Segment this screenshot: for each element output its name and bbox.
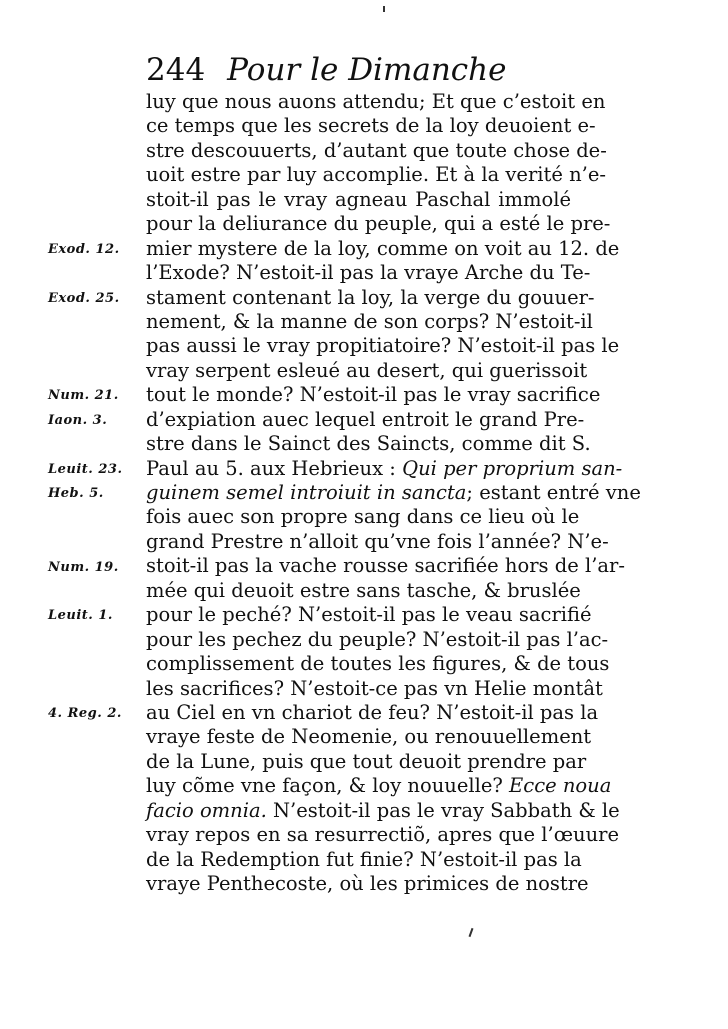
text-line: [146, 700, 599, 725]
text-line: [146, 676, 603, 701]
text-segment: d’expiation auec lequel entroit le grand Pre-: [146, 407, 585, 431]
margin-reference: 4. Reg. 2.: [48, 706, 122, 722]
text-segment: au Ciel en vn chariot de feu? N’estoit-il pas la: [146, 700, 599, 724]
text-segment: stoit-il pas la vache rousse sacrifiée hors de l’ar-: [146, 554, 625, 578]
text-line: [146, 212, 611, 236]
text-segment: complissement de toutes les figures, & de tous: [146, 652, 610, 676]
page-number: 244: [146, 52, 206, 88]
margin-reference: Leuit. 23.: [48, 461, 123, 477]
text-line: [146, 774, 612, 798]
text-line: [146, 725, 592, 749]
text-segment: pour les pechez du peuple? N’estoit-il pas l’ac-: [146, 627, 609, 651]
text-segment: grand Prestre n’alloit qu’vne fois l’année? N’e-: [146, 529, 609, 553]
text-segment: luy que nous auons attendu; Et que c’estoit en: [146, 90, 606, 113]
text-line: [146, 285, 595, 310]
text-segment: fois auec son propre sang dans ce lieu où le: [146, 505, 580, 529]
text-segment: tout le monde? N’estoit-il pas le vray sacrifice: [146, 383, 601, 407]
text-line: [146, 652, 610, 676]
text-segment: vraye feste de Neomenie, ou renouuellement: [146, 725, 592, 749]
text-line: [146, 90, 606, 114]
text-segment: stament contenant la loy, la verge du gouuer-: [146, 285, 595, 309]
text-segment: stre dans le Sainct des Saincts, comme dit S.: [146, 432, 591, 456]
text-line: [146, 309, 593, 334]
text-segment: Paul au 5. aux Hebrieux :: [146, 456, 403, 480]
text-line: [146, 383, 601, 407]
text-segment: de la Redemption fut finie? N’estoit-il pas la: [146, 847, 582, 871]
text-line: [146, 578, 581, 603]
text-line: [146, 456, 623, 481]
text-line: [146, 847, 582, 872]
text-segment: ce temps que les secrets de la loy deuoient e-: [146, 114, 596, 138]
text-segment: vraye Penthecoste, où les primices de nostre: [146, 872, 589, 895]
text-segment: les sacrifices? N’estoit-ce pas vn Helie montât: [146, 676, 603, 700]
margin-reference: Exod. 12.: [48, 241, 120, 257]
text-line: [146, 236, 620, 261]
text-segment: mier mystere de la loy, comme on voit au 12. de: [146, 236, 620, 260]
text-line: [146, 505, 580, 529]
latin-quote: guinem semel introiuit in sancta: [146, 481, 467, 504]
latin-quote: Ecce noua: [509, 774, 612, 798]
text-line: [146, 529, 609, 554]
text-line: [146, 163, 606, 187]
text-line: [146, 407, 585, 432]
text-segment: l’Exode? N’estoit-il pas la vraye Arche du Te-: [146, 261, 591, 285]
margin-reference: Num. 21.: [48, 388, 119, 404]
latin-quote: facio omnia.: [146, 798, 267, 822]
text-line: [146, 114, 596, 138]
text-line: [146, 603, 592, 627]
margin-reference: Num. 19.: [48, 559, 119, 575]
running-title: Pour le Dimanche: [227, 52, 507, 88]
text-line: [146, 358, 588, 383]
text-segment: pas aussi le vray propitiatoire? N’estoit-il pas le: [146, 334, 620, 358]
text-segment: uoit estre par luy accomplie. Et à la verité n’e-: [146, 163, 606, 187]
text-segment: pour le peché? N’estoit-il pas le veau sacrifié: [146, 603, 592, 627]
latin-quote: Qui per proprium san-: [402, 456, 623, 480]
text-segment: mée qui deuoit estre sans tasche, & bruslée: [146, 578, 581, 602]
text-line: [146, 432, 591, 456]
margin-reference: Heb. 5.: [48, 486, 104, 502]
text-line: [146, 188, 571, 212]
text-line: [146, 749, 587, 774]
text-line: [146, 334, 620, 358]
text-line: [146, 823, 619, 847]
text-segment: vray repos en sa resurrectiõ, apres que l’œuure: [146, 823, 619, 847]
margin-reference: Exod. 25.: [48, 290, 120, 306]
text-segment: stre descouuerts, d’autant que toute chose de-: [146, 138, 607, 162]
text-segment: N’estoit-il pas le vray Sabbath & le: [266, 798, 620, 822]
text-segment: ; estant entré vne: [466, 481, 641, 504]
text-line: [146, 554, 625, 578]
text-line: [146, 261, 591, 285]
paper-speck: [383, 6, 385, 12]
margin-notes: [0, 90, 140, 790]
text-line: [146, 872, 589, 896]
text-line: [146, 138, 607, 163]
text-segment: stoit-il pas le vray agneau Paschal immolé: [146, 187, 571, 211]
text-line: [146, 481, 641, 505]
margin-reference: Leuit. 1.: [48, 608, 113, 624]
text-segment: pour la deliurance du peuple, qui a esté le pre-: [146, 212, 611, 236]
margin-reference: Iaon. 3.: [48, 412, 108, 428]
paper-speck: [469, 928, 474, 937]
text-segment: luy cõme vne façon, & loy nouuelle?: [146, 774, 510, 798]
text-segment: de la Lune, puis que tout deuoit prendre par: [146, 749, 587, 773]
page-header: [146, 50, 576, 90]
text-line: [146, 627, 609, 652]
body-text: [146, 90, 641, 896]
text-line: [146, 798, 620, 823]
text-segment: nement, & la manne de son corps? N’estoit-il: [146, 309, 593, 333]
text-segment: vray serpent esleué au desert, qui guerissoit: [146, 358, 588, 382]
